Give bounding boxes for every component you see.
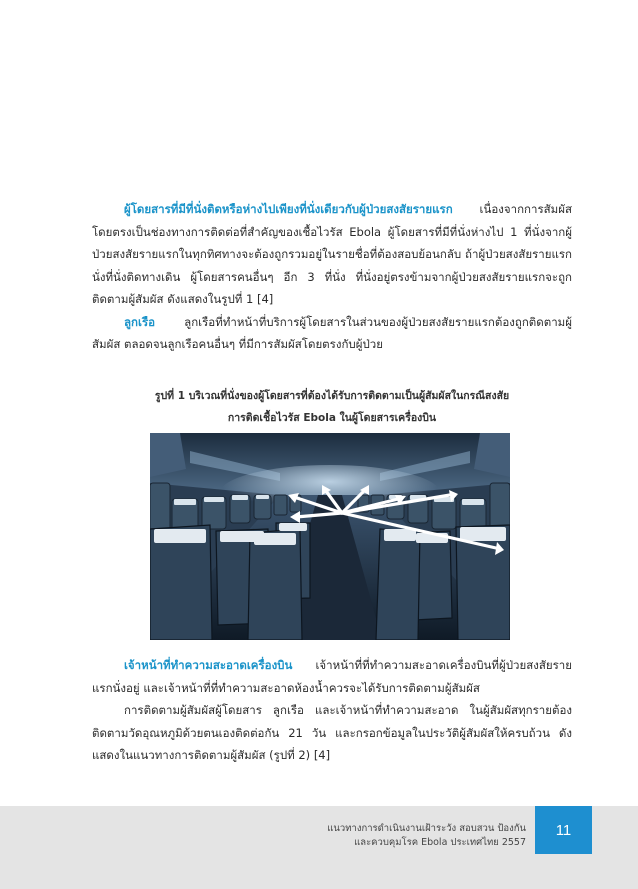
- heading-crew: ลูกเรือ: [124, 314, 156, 329]
- airplane-cabin-image: [150, 433, 510, 640]
- paragraph-monitoring: การติดตามผู้สัมผัสผู้โดยสาร ลูกเรือ และเจ้าหน้าที่ทำความสะอาด ในผู้สัมผัสทุกรายต้องติดตามวัดอุณหภูมิด้วยตนเองติดต่อกัน 21 วัน และกรอกข้อมูลในประวัติผู้สัมผัสให้ครบถ้วน ดังแสดงในแนวทางการติดตามผู้สัมผัส (รูปที่ 2) [4]: [92, 703, 572, 762]
- paragraph-crew: [92, 311, 572, 356]
- paragraph-passengers: [92, 198, 572, 311]
- body-text-top: [92, 198, 572, 356]
- footer-line-1: แนวทางการดำเนินงานเฝ้าระวัง สอบสวน ป้องกัน: [327, 823, 526, 834]
- heading-passengers: ผู้โดยสารที่มีที่นั่งติดหรือห่างไปเพียงที่นั่งเดียวกับผู้ป่วยสงสัยรายแรก: [124, 202, 453, 216]
- caption-line-2: การติดเชื้อไวรัส Ebola ในผู้โดยสารเครื่องบิน: [227, 412, 437, 424]
- footer-line-2: และควบคุมโรค Ebola ประเทศไทย 2557: [354, 837, 526, 848]
- page-number: 11: [535, 806, 592, 854]
- heading-cleaning: เจ้าหน้าที่ทำความสะอาดเครื่องบิน: [124, 658, 293, 672]
- text-crew: ลูกเรือที่ทำหน้าที่บริการผู้โดยสารในส่วนของผู้ป่วยสงสัยรายแรกต้องถูกติดตามผู้สัมผัส ตลอดจนลูกเรือคนอื่นๆ ที่มีการสัมผัสโดยตรงกับผู้ป่วย: [92, 314, 572, 351]
- figure-caption: [92, 385, 572, 429]
- caption-line-1: รูปที่ 1 บริเวณที่นั่งของผู้โดยสารที่ต้องได้รับการติดตามเป็นผู้สัมผัสในกรณีสงสัย: [154, 390, 510, 402]
- footer-text: [327, 822, 526, 850]
- body-text-bottom: [92, 654, 572, 767]
- text-cleaning: เจ้าหน้าที่ที่ทำความสะอาดเครื่องบินที่ผู้ป่วยสงสัยรายแรกนั่งอยู่ และเจ้าหน้าที่ที่ทำความสะอาดห้องน้ำควรจะได้รับการติดตามผู้สัมผัส: [92, 658, 572, 695]
- paragraph-cleaning: [92, 654, 572, 699]
- text-passengers: เนื่องจากการสัมผัสโดยตรงเป็นช่องทางการติดต่อที่สำคัญของเชื้อไวรัส Ebola ผู้โดยสารที่มีที่นั่งห่างไป 1 ที่นั่งจากผู้ป่วยสงสัยรายแรกในทุกทิศทางจะต้องถูกรวมอยู่ในรายชื่อที่ต้องสอบย้อนกลับ ถ้าผู้ป่วยสงสัยรายแรกนั่งที่นั่งติดทางเดิน ผู้โดยสารคนอื่นๆ อีก 3 ที่นั่ง ที่นั่งอยู่ตรงข้ามจากผู้ป่วยสงสัยรายแรกจะถูกติดตามผู้สัมผัส ดังแสดงในรูปที่ 1 [4]: [92, 202, 572, 306]
